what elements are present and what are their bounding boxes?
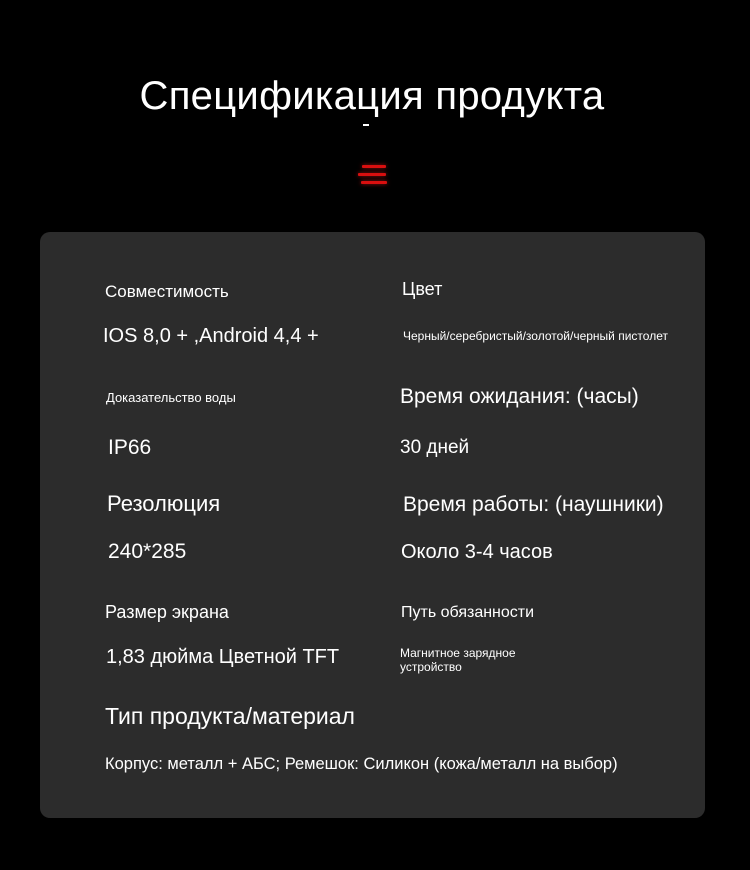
color-label: Цвет — [402, 279, 443, 299]
resolution-value: 240*285 — [108, 540, 187, 563]
title-divider — [363, 124, 369, 126]
color-value: Черный/серебристый/золотой/черный пистолет — [403, 329, 668, 343]
screen-value: 1,83 дюйма Цветной TFT — [106, 646, 340, 668]
water-value: IP66 — [108, 436, 152, 459]
charging-label: Путь обязанности — [401, 604, 535, 621]
standby-label: Время ожидания: (часы) — [400, 385, 639, 408]
standby-value: 30 дней — [400, 437, 470, 458]
worktime-value: Около 3-4 часов — [401, 541, 553, 563]
spec-card — [40, 232, 705, 818]
water-label: Доказательство воды — [106, 390, 236, 405]
compatibility-value: IOS 8,0 + ,Android 4,4 + — [103, 325, 319, 347]
hamburger-menu-icon — [357, 163, 389, 187]
material-value: Корпус: металл + АБС; Ремешок: Силикон (кожа/металл на выбор) — [105, 755, 618, 773]
screen-label: Размер экрана — [105, 602, 229, 622]
page-title: Спецификация продукта — [139, 74, 605, 118]
charging-value: Магнитное зарядное устройство — [400, 646, 516, 674]
material-label: Тип продукта/материал — [105, 703, 355, 729]
resolution-label: Резолюция — [107, 491, 221, 516]
compatibility-label: Совместимость — [105, 282, 229, 301]
worktime-label: Время работы: (наушники) — [403, 493, 664, 516]
